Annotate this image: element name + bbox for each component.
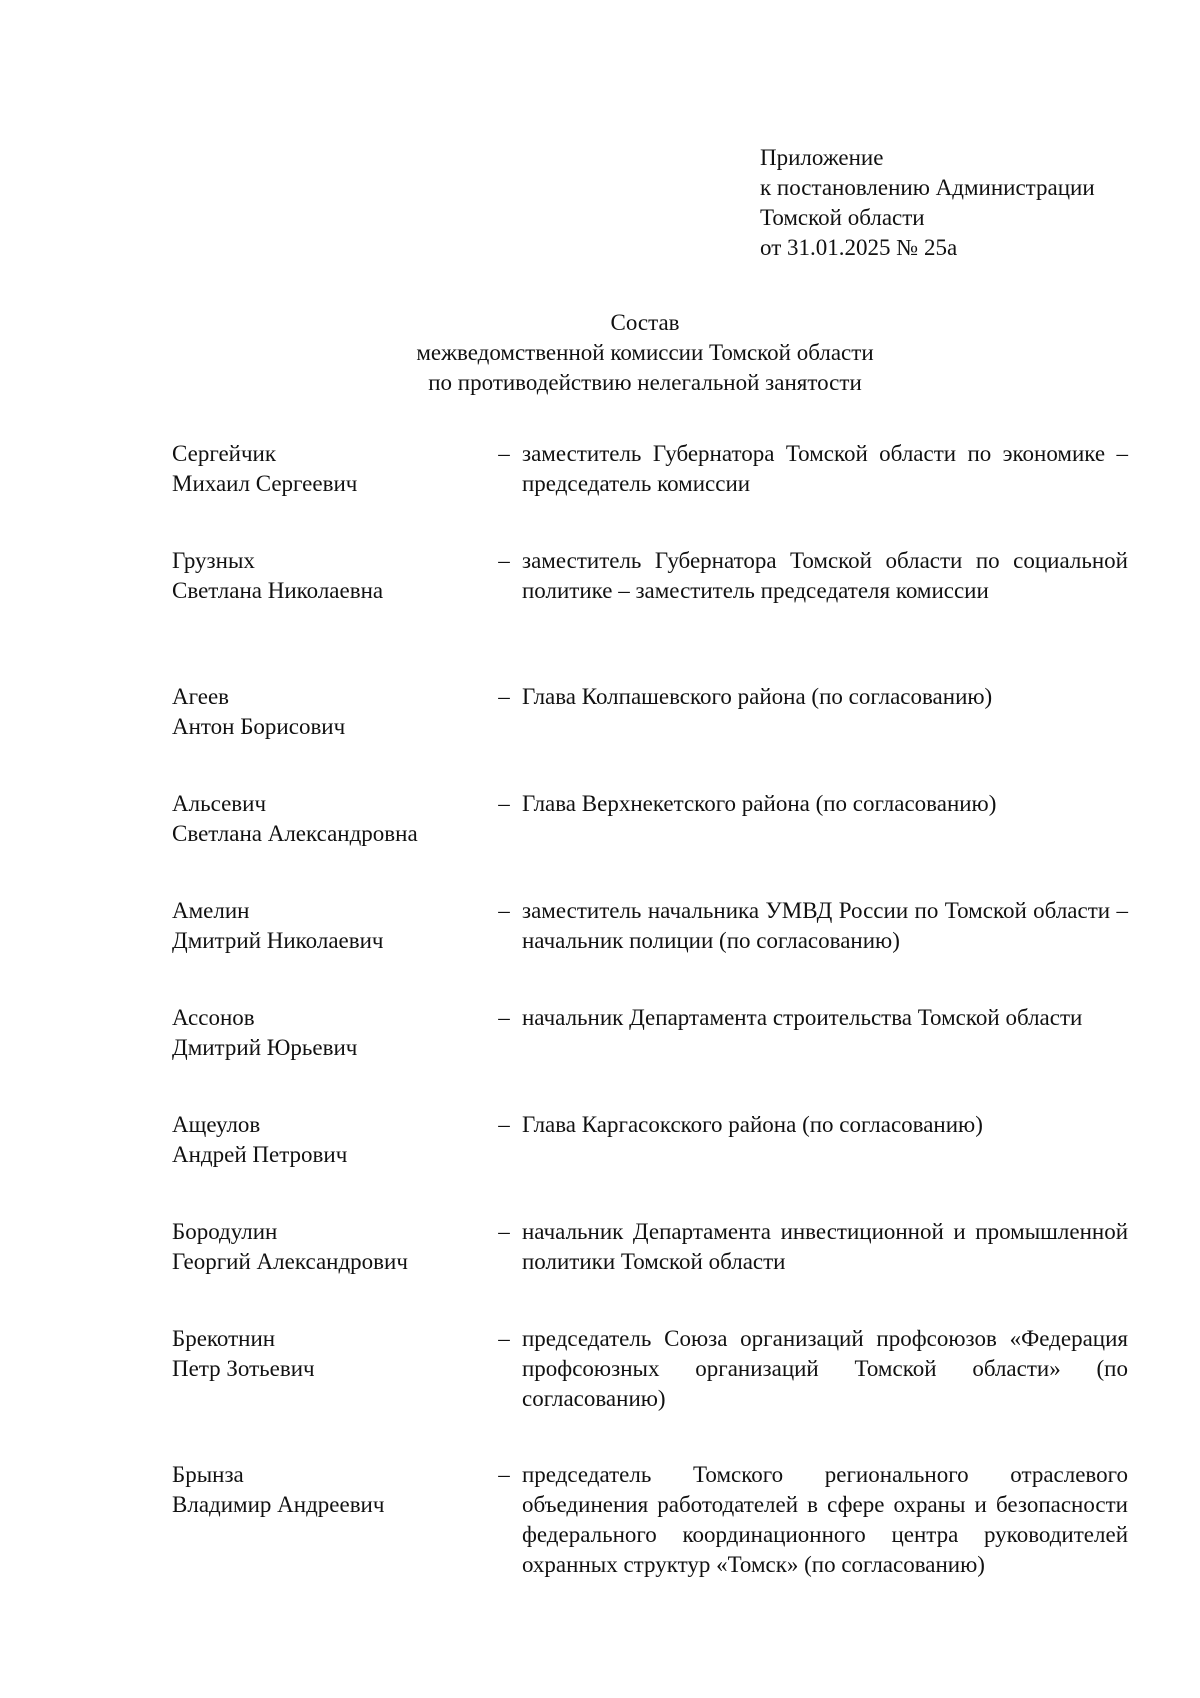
- member-name: [172, 1217, 472, 1277]
- member-given-names: Антон Борисович: [172, 714, 346, 739]
- member-surname: Сергейчик: [172, 441, 277, 466]
- member-surname: Ащеулов: [172, 1112, 261, 1137]
- title-line: по противодействию нелегальной занятости: [428, 370, 862, 395]
- title-line: межведомственной комиссии Томской области: [416, 340, 874, 365]
- member-name: [172, 1110, 472, 1170]
- member-name: [172, 1003, 472, 1063]
- appendix-date-number: от 31.01.2025 № 25а: [760, 235, 958, 260]
- member-entry: [172, 682, 1128, 789]
- member-surname: Ассонов: [172, 1005, 255, 1030]
- member-role: заместитель Губернатора Томской области по социальной политике – заместитель председателя комиссии: [522, 548, 1128, 603]
- member-surname: Брынза: [172, 1462, 244, 1487]
- member-role: председатель Союза организаций профсоюзов «Федерация профсоюзных организаций Томской области» (по согласованию): [522, 1326, 1128, 1411]
- member-entry: [172, 1217, 1128, 1324]
- member-entry: [172, 789, 1128, 896]
- member-role: Глава Каргасокского района (по согласованию): [522, 1112, 983, 1137]
- member-name: [172, 896, 472, 956]
- member-entry: [172, 546, 1128, 682]
- dash-separator: –: [498, 548, 510, 573]
- member-entry: [172, 1003, 1128, 1110]
- member-given-names: Светлана Александровна: [172, 821, 418, 846]
- dash-separator: –: [498, 1326, 510, 1351]
- dash-separator: –: [498, 1462, 510, 1487]
- member-role: начальник Департамента строительства Томской области: [522, 1005, 1083, 1030]
- member-entry: [172, 1110, 1128, 1217]
- document-title: [160, 308, 1130, 398]
- member-surname: Агеев: [172, 684, 230, 709]
- member-entry: [172, 1460, 1128, 1620]
- dash-separator: –: [498, 791, 510, 816]
- member-given-names: Светлана Николаевна: [172, 578, 384, 603]
- member-given-names: Петр Зотьевич: [172, 1356, 315, 1381]
- appendix-line: Приложение: [760, 145, 884, 170]
- appendix-line: к постановлению Администрации: [760, 175, 1095, 200]
- member-surname: Бородулин: [172, 1219, 278, 1244]
- dash-separator: –: [498, 684, 510, 709]
- member-entry: [172, 1324, 1128, 1460]
- member-name: [172, 682, 472, 742]
- member-given-names: Михаил Сергеевич: [172, 471, 358, 496]
- member-role: начальник Департамента инвестиционной и промышленной политики Томской области: [522, 1219, 1128, 1274]
- member-given-names: Георгий Александрович: [172, 1249, 408, 1274]
- member-name: [172, 789, 472, 849]
- member-surname: Брекотнин: [172, 1326, 276, 1351]
- member-surname: Грузных: [172, 548, 255, 573]
- member-name: [172, 546, 472, 606]
- member-name: [172, 1324, 472, 1384]
- commission-members-list: [172, 439, 1128, 1620]
- member-given-names: Владимир Андреевич: [172, 1492, 385, 1517]
- member-given-names: Андрей Петрович: [172, 1142, 348, 1167]
- member-surname: Альсевич: [172, 791, 267, 816]
- member-role: Глава Верхнекетского района (по согласованию): [522, 791, 997, 816]
- title-line: Состав: [610, 310, 680, 335]
- member-given-names: Дмитрий Юрьевич: [172, 1035, 358, 1060]
- member-entry: [172, 896, 1128, 1003]
- member-name: [172, 439, 472, 499]
- member-role: Глава Колпашевского района (по согласованию): [522, 684, 993, 709]
- member-surname: Амелин: [172, 898, 250, 923]
- dash-separator: –: [498, 1005, 510, 1030]
- appendix-block: [760, 143, 1160, 263]
- dash-separator: –: [498, 898, 510, 923]
- member-role: заместитель Губернатора Томской области по экономике – председатель комиссии: [522, 441, 1128, 496]
- member-entry: [172, 439, 1128, 546]
- dash-separator: –: [498, 441, 510, 466]
- member-given-names: Дмитрий Николаевич: [172, 928, 384, 953]
- member-role: заместитель начальника УМВД России по Томской области – начальник полиции (по согласованию): [522, 898, 1128, 953]
- member-role: председатель Томского регионального отраслевого объединения работодателей в сфере охраны и безопасности федерального координационного центра руководителей охранных структур «Томск» (по согласованию): [522, 1462, 1128, 1577]
- dash-separator: –: [498, 1219, 510, 1244]
- member-name: [172, 1460, 472, 1520]
- appendix-line: Томской области: [760, 205, 925, 230]
- dash-separator: –: [498, 1112, 510, 1137]
